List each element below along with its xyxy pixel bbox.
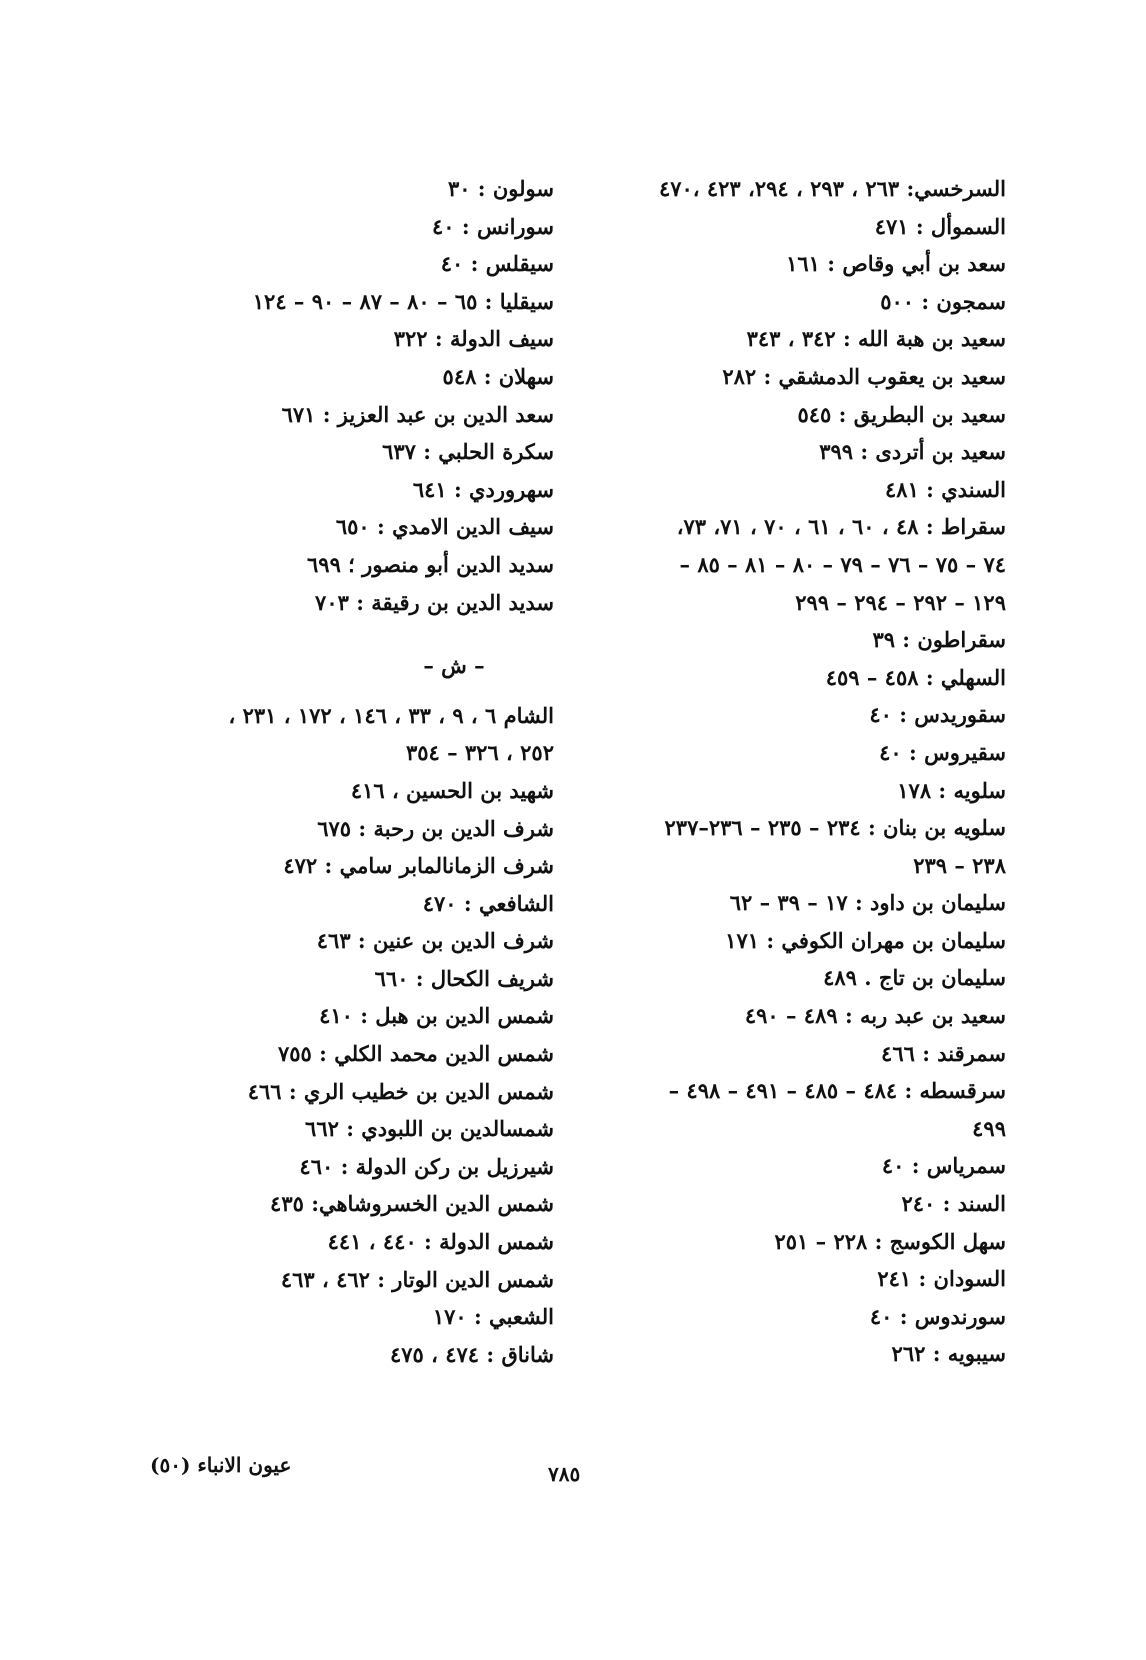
index-entry: ٢٣٨ – ٢٣٩ <box>913 852 1006 878</box>
index-entry: سعيد بن البطريق : ٥٤٥ <box>797 401 1006 427</box>
index-entry: السند : ٢٤٠ <box>901 1191 1006 1217</box>
index-entry: ٤٩٩ <box>972 1115 1006 1141</box>
index-entry: سولون : ٣٠ <box>447 176 554 201</box>
index-entry: سعيد بن عبد ربه : ٤٨٩ – ٤٩٠ <box>744 1003 1006 1029</box>
index-entry: سمرقند : ٤٦٦ <box>881 1040 1006 1066</box>
index-entry: سعد بن أبي وقاص : ١٦١ <box>786 251 1006 277</box>
index-entry: سعد الدين بن عبد العزيز : ٦٧١ <box>281 401 554 427</box>
index-entry: سليمان بن مهران الكوفي : ١٧١ <box>725 927 1006 953</box>
index-entry: شريف الكحال : ٦٦٠ <box>374 965 554 991</box>
index-entry: سلويه بن بنان : ٢٣٤ – ٢٣٥ – ٢٣٦–٢٣٧ <box>664 815 1006 841</box>
index-entry: ٧٤ – ٧٥ – ٧٦ – ٧٩ – ٨٠ – ٨١ – ٨٥ – <box>679 551 1006 577</box>
index-entry: سديد الدين أبو منصور ؛ ٦٩٩ <box>307 551 554 577</box>
index-entry: سليمان بن تاج . ٤٨٩ <box>823 965 1006 991</box>
index-entry: شمس الدين الوتار : ٤٦٢ ، ٤٦٣ <box>280 1266 554 1292</box>
index-entry: سيبويه : ٢٦٢ <box>891 1341 1006 1367</box>
index-entry: شمسالدين بن اللبودي : ٦٦٢ <box>305 1116 554 1142</box>
index-entry: سيف الدولة : ٣٢٢ <box>393 326 554 352</box>
index-entry: سهروردي : ٦٤١ <box>412 476 554 502</box>
index-entry: سقراطون : ٣٩ <box>872 627 1006 653</box>
index-entry: ١٢٩ – ٢٩٢ – ٢٩٤ – ٢٩٩ <box>795 589 1006 615</box>
index-entry: شيرزيل بن ركن الدولة : ٤٦٠ <box>299 1153 554 1179</box>
index-entry: شهيد بن الحسين ، ٤١٦ <box>350 777 554 803</box>
index-entry: سعيد بن هبة الله : ٣٤٢ ، ٣٤٣ <box>746 326 1006 352</box>
index-entry: الشام ٦ ، ٩ ، ٣٣ ، ١٤٦ ، ١٧٢ ، ٢٣١ ، <box>228 702 554 728</box>
index-entry: شرف الزمانالمابر سامي : ٤٧٢ <box>283 853 554 879</box>
index-entry: سمجون : ٥٠٠ <box>880 288 1006 314</box>
index-entry: سرقسطه : ٤٨٤ – ٤٨٥ – ٤٩١ – ٤٩٨ – <box>668 1078 1006 1104</box>
index-entry: شمس الدولة : ٤٤٠ ، ٤٤١ <box>327 1229 554 1255</box>
index-entry: سمرياس : ٤٠ <box>881 1153 1006 1179</box>
index-column-left <box>114 170 554 1373</box>
index-entry: شمس الدين محمد الكلي : ٧٥٥ <box>278 1041 554 1067</box>
section-letter-text: – ش – <box>423 653 485 679</box>
index-entry: شاناق : ٤٧٤ ، ٤٧٥ <box>390 1341 554 1367</box>
index-entry: سورندوس : ٤٠ <box>869 1303 1006 1329</box>
index-entry: شمس الدين بن هبل : ٤١٠ <box>319 1003 554 1029</box>
index-group-shin <box>114 697 554 1374</box>
index-entry: السندي : ٤٨١ <box>885 476 1006 502</box>
index-entry: سقيروس : ٤٠ <box>879 739 1006 765</box>
index-entry: السودان : ٢٤١ <box>877 1266 1006 1292</box>
index-entry: سعيد بن أتردى : ٣٩٩ <box>819 439 1006 465</box>
page-number: ٧٨٥ <box>548 1462 581 1486</box>
index-entry: السرخسي: ٢٦٣ ، ٢٩٣ ، ٢٩٤، ٤٢٣ ،٤٧٠ <box>658 176 1006 201</box>
index-group-sin-continued <box>114 170 554 621</box>
index-entry: السموأل : ٤٧١ <box>874 213 1006 239</box>
index-entry: سيف الدين الامدي : ٦٥٠ <box>335 514 554 540</box>
index-entry: ٢٥٢ ، ٣٢٦ – ٣٥٤ <box>405 740 554 766</box>
index-entry: السهلي : ٤٥٨ – ٤٥٩ <box>825 664 1006 690</box>
index-entry: شرف الدين بن رحبة : ٦٧٥ <box>317 815 554 841</box>
index-entry: الشعبي : ١٧٠ <box>432 1304 554 1330</box>
index-entry: سقراط : ٤٨ ، ٦٠ ، ٦١ ، ٧٠ ، ٧١، ٧٣، <box>676 514 1006 540</box>
section-heading-shin <box>354 647 554 685</box>
index-entry: سعيد بن يعقوب الدمشقي : ٢٨٢ <box>722 363 1006 389</box>
index-entry: سليمان بن داود : ١٧ – ٣٩ – ٦٢ <box>729 890 1006 916</box>
index-entry: سديد الدين بن رقيقة : ٧٠٣ <box>315 589 554 615</box>
index-entry: سهلان : ٥٤٨ <box>442 363 554 389</box>
index-entry: الشافعي : ٤٧٠ <box>422 890 554 916</box>
index-entry: سيقلس : ٤٠ <box>440 251 554 277</box>
index-entry: سهل الكوسج : ٢٢٨ – ٢٥١ <box>774 1228 1006 1254</box>
index-entry: سورانس : ٤٠ <box>432 213 554 239</box>
index-entry: سلويه : ١٧٨ <box>897 777 1006 803</box>
index-entry: سقوريدس : ٤٠ <box>869 702 1006 728</box>
index-entry: شمس الدين الخسروشاهي: ٤٣٥ <box>270 1191 554 1217</box>
index-entry: شرف الدين بن عنين : ٤٦٣ <box>316 928 554 954</box>
index-entry: سكرة الحلبي : ٦٣٧ <box>382 439 554 465</box>
index-column-right <box>536 170 1006 1373</box>
footer-book-title: عيون الانباء (٥٠) <box>150 1453 292 1477</box>
index-entry: شمس الدين بن خطيب الري : ٤٦٦ <box>247 1078 554 1104</box>
index-entry: سيقليا : ٦٥ – ٨٠ – ٨٧ – ٩٠ – ١٢٤ <box>252 288 554 314</box>
